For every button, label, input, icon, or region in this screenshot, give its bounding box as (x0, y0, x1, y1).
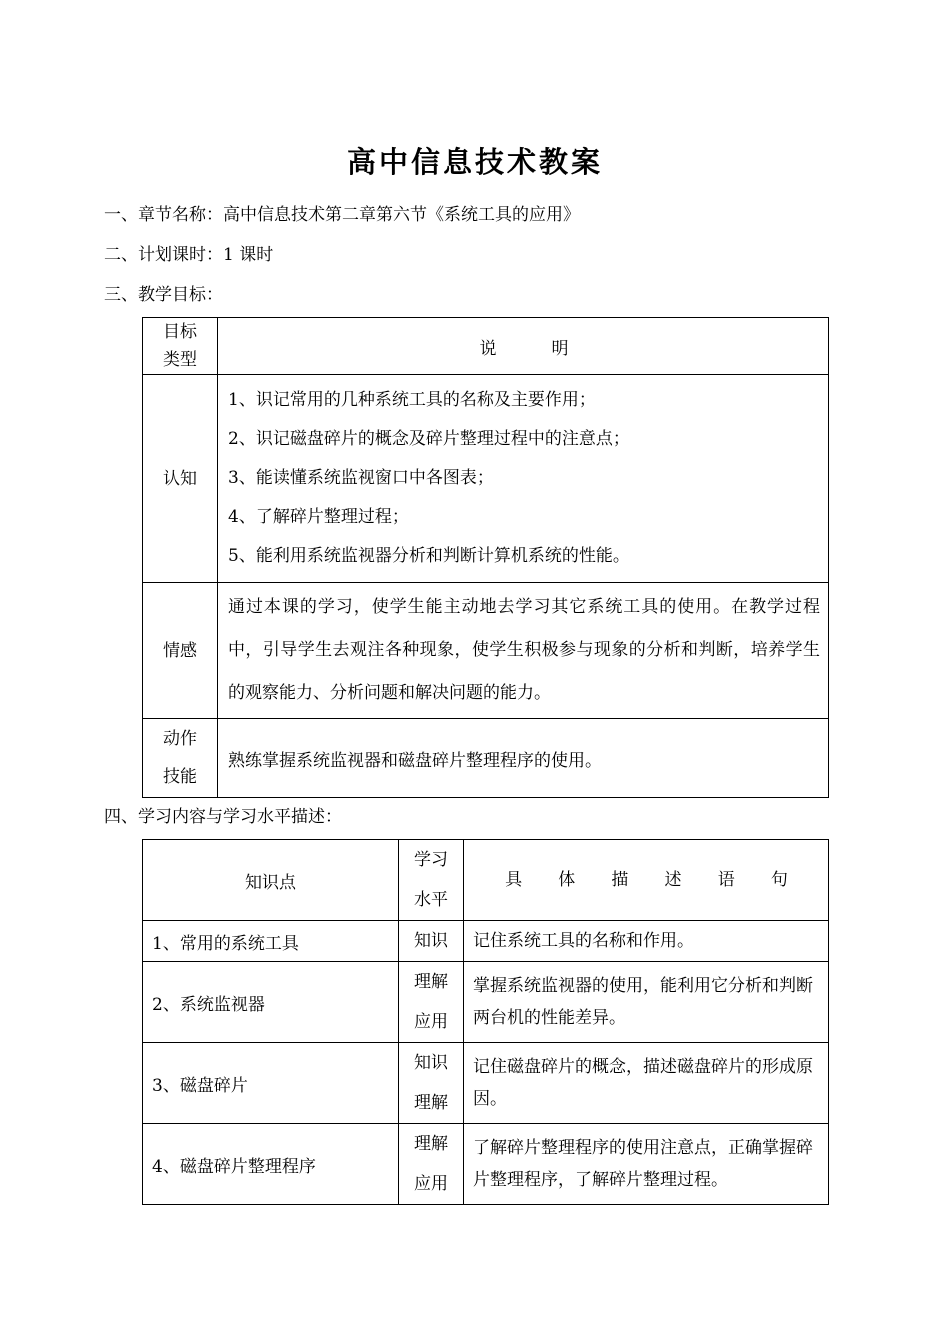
cognitive-item: 5、能利用系统监视器分析和判断计算机系统的性能。 (228, 546, 630, 566)
objective-type-header-line1: 目标 (163, 322, 197, 342)
learning-level-header-line2: 水平 (414, 890, 448, 910)
cognitive-item: 1、识记常用的几种系统工具的名称及主要作用； (228, 390, 596, 410)
learning-level-cell (399, 921, 464, 962)
planned-hours-line: 二、计划课时：1 课时 (104, 245, 274, 265)
description-header-char: 述 (664, 870, 682, 890)
emotional-type-cell: 情感 (143, 583, 218, 719)
cognitive-items (218, 375, 829, 583)
knowledge-point-cell: 4、磁盘碎片整理程序 (143, 1124, 399, 1205)
table-row (143, 1124, 829, 1205)
learning-level-header (399, 840, 464, 921)
knowledge-point-cell: 3、磁盘碎片 (143, 1043, 399, 1124)
cognitive-item: 4、了解碎片整理过程； (228, 507, 409, 527)
table-row (143, 962, 829, 1043)
description-header (464, 840, 829, 921)
description-cell: 了解碎片整理程序的使用注意点，正确掌握碎片整理程序，了解碎片整理过程。 (464, 1124, 829, 1205)
teaching-objectives-heading: 三、教学目标： (104, 285, 223, 305)
learning-level-line2: 应用 (414, 1174, 448, 1194)
learning-level-cell (399, 1124, 464, 1205)
knowledge-point-cell: 2、系统监视器 (143, 962, 399, 1043)
emotional-row (143, 583, 829, 719)
cognitive-item: 2、识记磁盘碎片的概念及碎片整理过程中的注意点； (228, 429, 630, 449)
learning-level-line1: 理解 (414, 1134, 448, 1154)
description-header-char: 具 (505, 870, 523, 890)
objectives-header-row (143, 318, 829, 375)
objective-type-header-line2: 类型 (163, 350, 197, 370)
learning-content-table (142, 839, 829, 1205)
learning-level-line1: 理解 (414, 972, 448, 992)
learning-level-cell (399, 962, 464, 1043)
learning-level-cell (399, 1043, 464, 1124)
content-header-row (143, 840, 829, 921)
description-cell: 记住磁盘碎片的概念，描述磁盘碎片的形成原因。 (464, 1043, 829, 1124)
description-header-char: 描 (611, 870, 629, 890)
learning-level-header-line1: 学习 (414, 850, 448, 870)
cognitive-row (143, 375, 829, 583)
description-cell: 记住系统工具的名称和作用。 (464, 921, 829, 962)
knowledge-point-cell: 1、常用的系统工具 (143, 921, 399, 962)
description-header-char: 句 (770, 870, 788, 890)
learning-content-heading: 四、学习内容与学习水平描述： (104, 807, 342, 827)
cognitive-type-cell: 认知 (143, 375, 218, 583)
skill-type-line1: 动作 (163, 729, 197, 749)
learning-level-line2: 理解 (414, 1093, 448, 1113)
skill-row (143, 719, 829, 798)
table-row (143, 921, 829, 962)
objective-desc-header: 说明 (218, 318, 829, 375)
skill-type-cell (143, 719, 218, 798)
table-row (143, 1043, 829, 1124)
teaching-objectives-table (142, 317, 829, 798)
skill-type-line2: 技能 (163, 767, 197, 787)
objective-type-header (143, 318, 218, 375)
description-header-char: 体 (558, 870, 576, 890)
page-title: 高中信息技术教案 (346, 145, 603, 179)
learning-level-line2: 应用 (414, 1012, 448, 1032)
learning-level-line1: 知识 (414, 1053, 448, 1073)
description-cell: 掌握系统监视器的使用，能利用它分析和判断两台机的性能差异。 (464, 962, 829, 1043)
chapter-name-line: 一、章节名称：高中信息技术第二章第六节《系统工具的应用》 (104, 205, 580, 225)
emotional-text: 通过本课的学习，使学生能主动地去学习其它系统工具的使用。在教学过程中，引导学生去观注各种现象，使学生积极参与现象的分析和判断，培养学生的观察能力、分析问题和解决问题的能力。 (218, 583, 829, 719)
cognitive-item: 3、能读懂系统监视窗口中各图表； (228, 468, 494, 488)
description-header-char: 语 (717, 870, 735, 890)
knowledge-point-header: 知识点 (143, 840, 399, 921)
learning-level-line1: 知识 (414, 931, 448, 951)
skill-text: 熟练掌握系统监视器和磁盘碎片整理程序的使用。 (218, 719, 829, 798)
